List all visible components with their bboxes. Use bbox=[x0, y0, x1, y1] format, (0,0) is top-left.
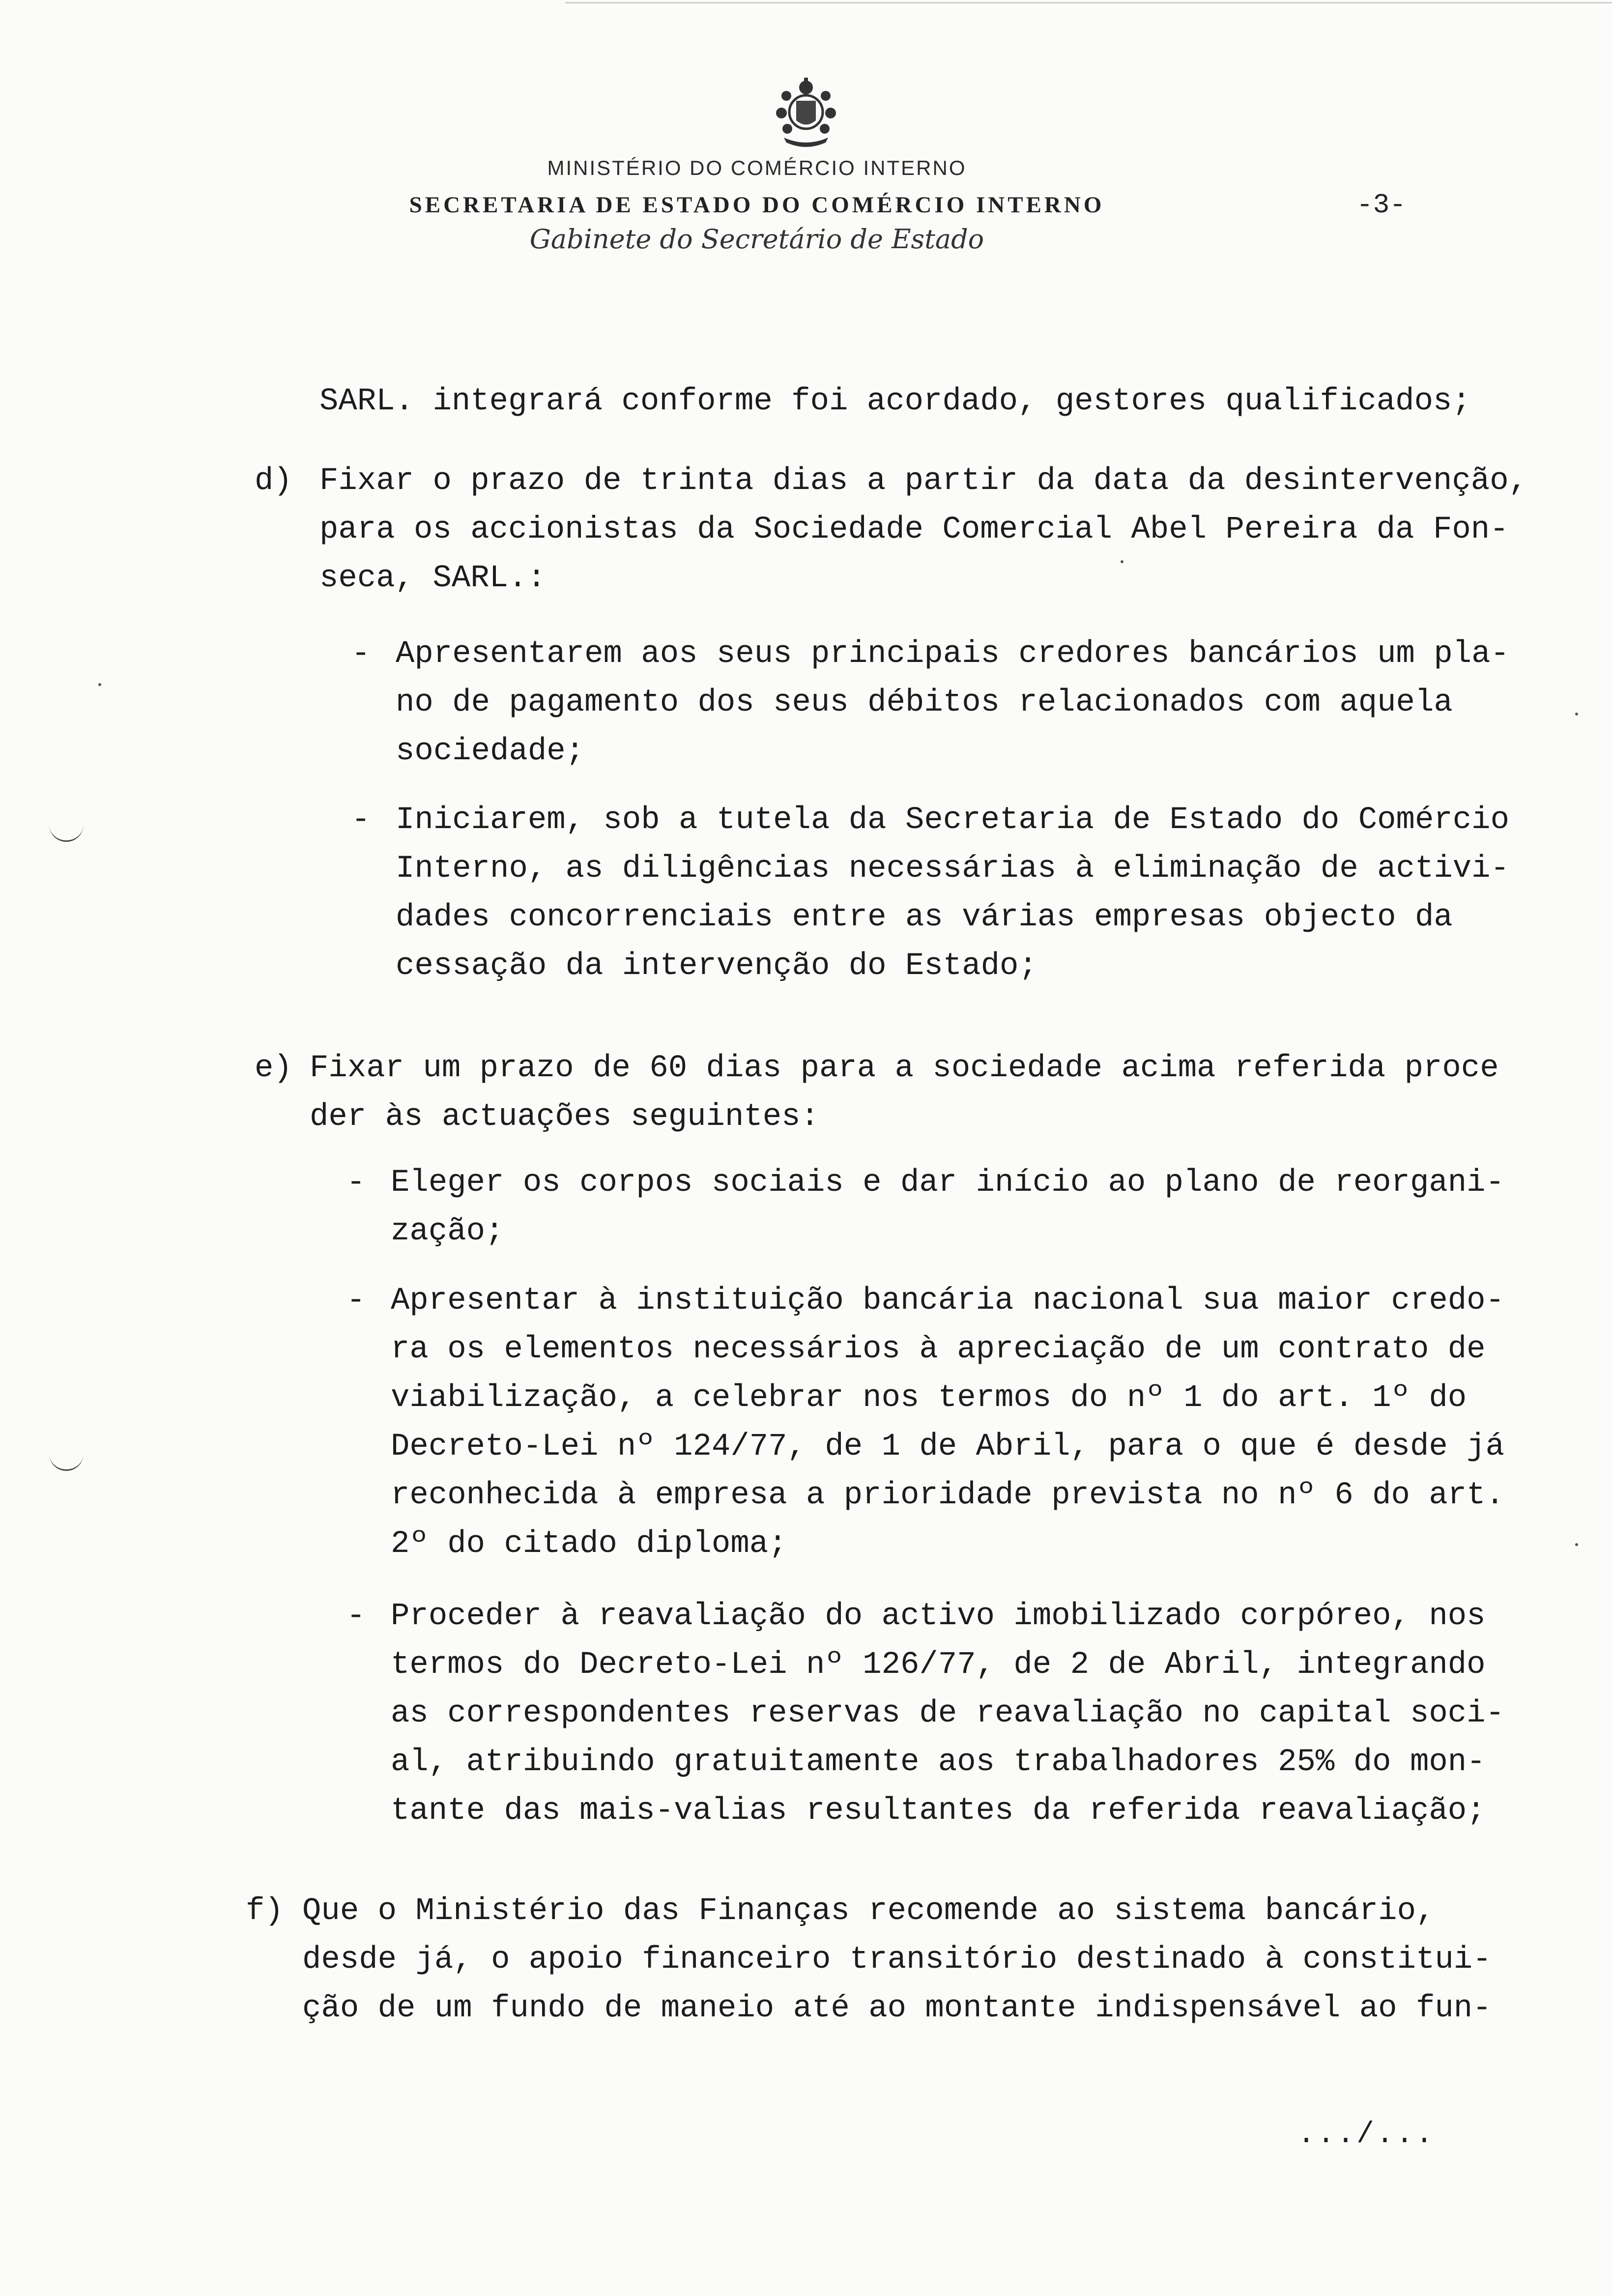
scan-edge-line bbox=[565, 2, 1612, 3]
secretariat-name: SECRETARIA DE ESTADO DO COMÉRCIO INTERNO bbox=[409, 192, 1105, 218]
scan-speck bbox=[1575, 713, 1578, 716]
scan-mark bbox=[49, 1452, 84, 1471]
intro-line: SARL. integrará conforme foi acordado, gestores qualificados; bbox=[319, 384, 1471, 419]
item-d-sub1-dash: - bbox=[351, 636, 371, 672]
item-d-label: d) bbox=[255, 463, 292, 499]
item-e-label: e) bbox=[255, 1051, 292, 1086]
item-d-sub2-text: Iniciarem, sob a tutela da Secretaria de Estado do Comércio Interno, as diligências necessárias à eliminação de activi- dades concorrenciais entre as várias empresas objecto da cessação da intervenção do Estado; bbox=[396, 803, 1509, 984]
item-d-sub2-dash: - bbox=[351, 803, 371, 838]
item-d-sub1-text: Apresentarem aos seus principais credores bancários um pla- no de pagamento dos seus débitos relacionados com aquela sociedade; bbox=[396, 636, 1509, 769]
item-e-text: Fixar um prazo de 60 dias para a sociedade acima referida proce der às actuações seguintes: bbox=[310, 1051, 1499, 1135]
page-number: -3- bbox=[1356, 189, 1406, 221]
scan-speck bbox=[1575, 1543, 1578, 1546]
office-name: Gabinete do Secretário de Estado bbox=[529, 224, 984, 255]
scan-speck bbox=[98, 683, 101, 686]
ministry-name: MINISTÉRIO DO COMÉRCIO INTERNO bbox=[547, 156, 967, 179]
item-e-sub2-dash: - bbox=[346, 1283, 366, 1319]
item-e-sub2-text: Apresentar à instituição bancária nacional sua maior credo- ra os elementos necessários à apreciação de um contrato de viabilização, a celebrar nos termos do nº 1 do art. 1º do Decreto-Lei nº 124/77, de 1 de Abril, para o que é desde já reconhecida à empresa a prioridade prevista no nº 6 do art. 2º do citado diploma; bbox=[391, 1283, 1504, 1562]
continuation-mark: .../... bbox=[1297, 2118, 1436, 2152]
scan-mark bbox=[49, 823, 84, 842]
item-f-text: Que o Ministério das Finanças recomende ao sistema bancário, desde já, o apoio financeiro transitório destinado à constitui- ção de um fundo de maneio até ao montante indispensável ao fun- bbox=[302, 1894, 1492, 2026]
item-e-sub1-dash: - bbox=[346, 1165, 366, 1201]
item-f-label: f) bbox=[246, 1894, 284, 1929]
coat-of-arms-icon bbox=[757, 74, 855, 147]
item-e-sub3-dash: - bbox=[346, 1599, 366, 1634]
item-e-sub3-text: Proceder à reavaliação do activo imobilizado corpóreo, nos termos do Decreto-Lei nº 126/77, de 2 de Abril, integrando as correspondentes reservas de reavaliação no capital soci- al, atribuindo gratuitamente aos trabalhadores 25% do mon- tante das mais-valias resultantes da referida reavaliação; bbox=[391, 1599, 1504, 1829]
item-d-text: Fixar o prazo de trinta dias a partir da data da desintervenção, para os accionistas da Sociedade Comercial Abel Pereira da Fon- seca, SARL.: bbox=[319, 463, 1527, 596]
item-e-sub1-text: Eleger os corpos sociais e dar início ao plano de reorgani- zação; bbox=[391, 1165, 1504, 1249]
